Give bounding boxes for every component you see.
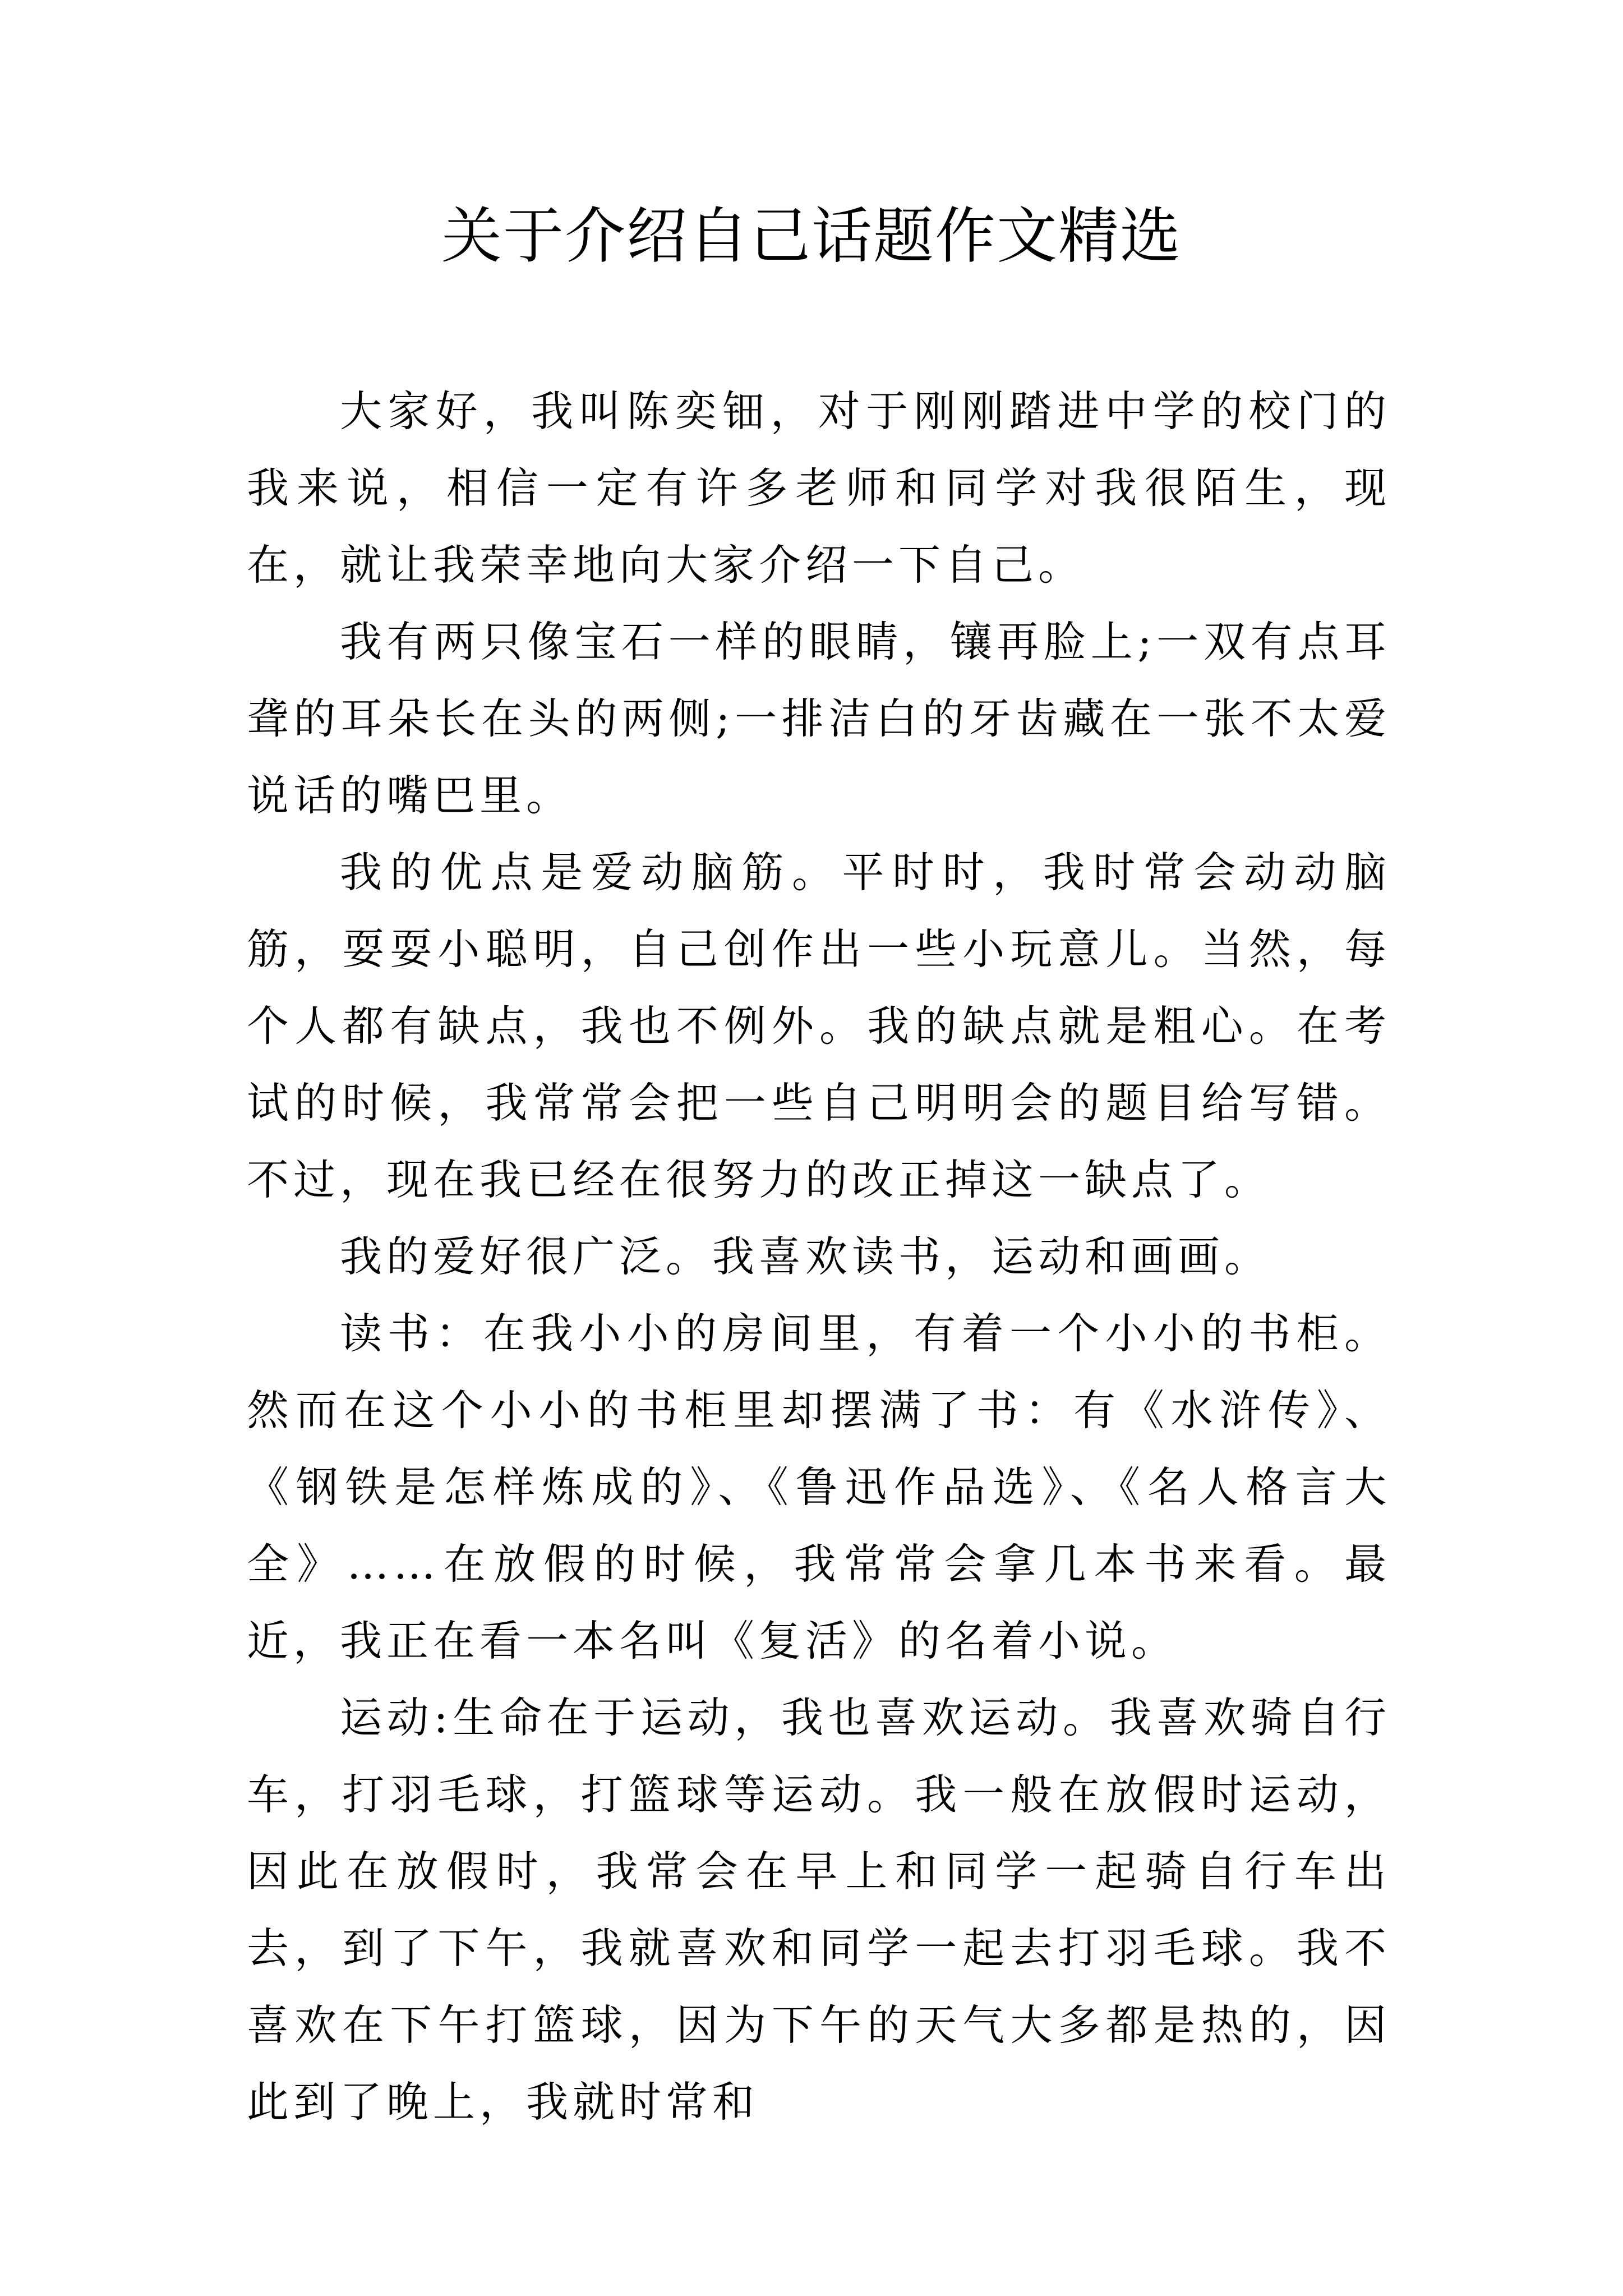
paragraph-sports: 运动:生命在于运动，我也喜欢运动。我喜欢骑自行车，打羽毛球，打篮球等运动。我一般在放假时运动，因此在放假时，我常会在早上和同学一起骑自行车出去，到了下午，我就喜欢和同学一起去打羽毛球。我不喜欢在下午打篮球，因为下午的天气大多都是热的，因此到了晚上，我就时常和 (247, 1693, 1391, 2127)
paragraph-introduction: 大家好，我叫陈奕钿，对于刚刚踏进中学的校门的我来说，相信一定有许多老师和同学对我很陌生，现在，就让我荣幸地向大家介绍一下自己。 (247, 386, 1391, 590)
paragraph-hobbies: 我的爱好很广泛。我喜欢读书，运动和画画。 (340, 1232, 1271, 1281)
paragraph-reading: 读书：在我小小的房间里，有着一个小小的书柜。然而在这个小小的书柜里却摆满了书：有《水浒传》、《钢铁是怎样炼成的》、《鲁迅作品选》、《名人格言大全》……在放假的时候，我常常会拿几本书来看。最近，我正在看一本名叫《复活》的名着小说。 (247, 1309, 1391, 1665)
paragraph-strengths-weaknesses: 我的优点是爱动脑筋。平时时，我时常会动动脑筋，耍耍小聪明，自己创作出一些小玩意儿。当然，每个人都有缺点，我也不例外。我的缺点就是粗心。在考试的时候，我常常会把一些自己明明会的题目给写错。不过，现在我已经在很努力的改正掉这一缺点了。 (247, 848, 1391, 1204)
document-title: 关于介绍自己话题作文精选 (441, 201, 1182, 272)
document-body (247, 373, 1391, 2141)
paragraph-appearance: 我有两只像宝石一样的眼睛，镶再脸上;一双有点耳聋的耳朵长在头的两侧;一排洁白的牙齿藏在一张不太爱说话的嘴巴里。 (247, 617, 1391, 820)
